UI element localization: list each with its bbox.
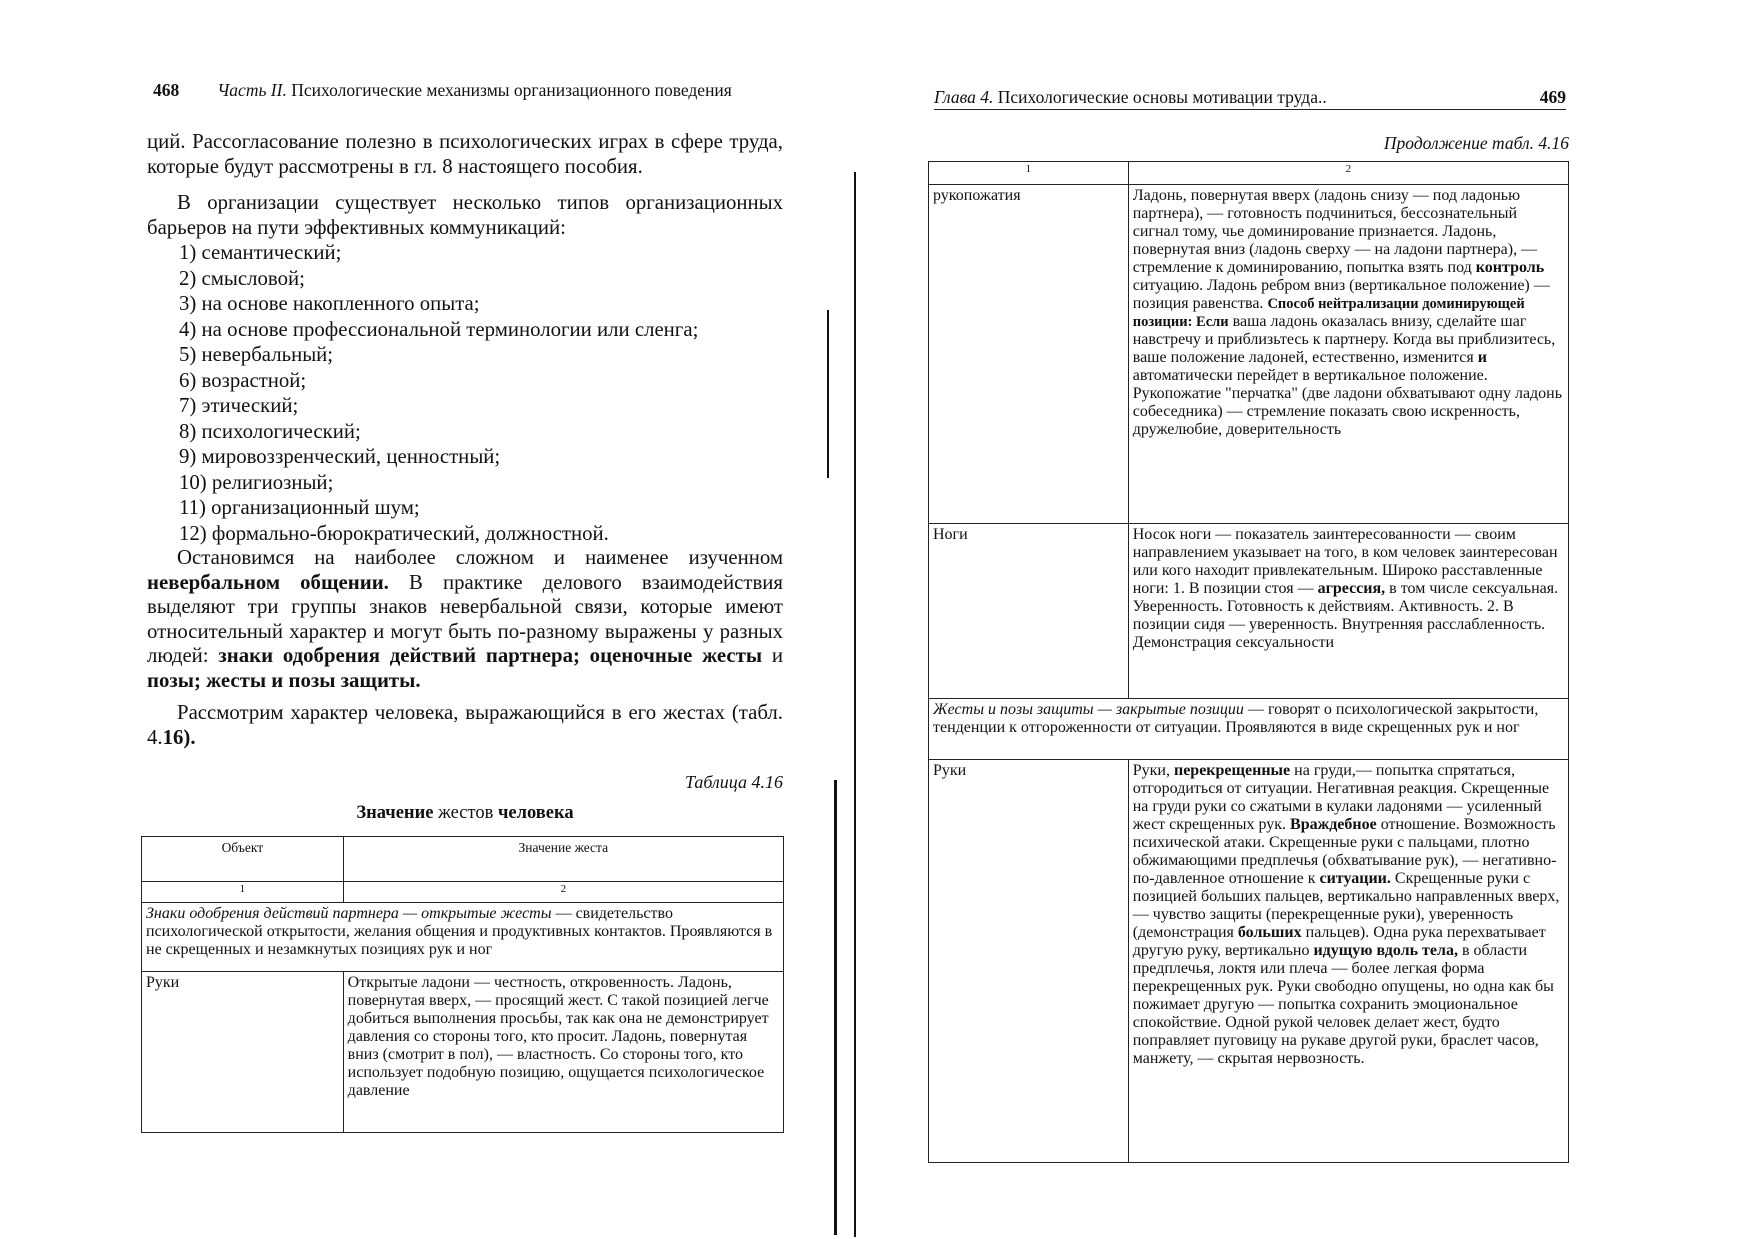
chapter-heading bbox=[934, 87, 1327, 108]
continued-caption: Продолжение табл. 4.16 bbox=[1383, 133, 1569, 153]
part-title: Психологические механизмы организационного поведения bbox=[291, 80, 732, 100]
list-item: 1) семантический; bbox=[179, 241, 342, 264]
table-header-row bbox=[142, 837, 784, 882]
page-number: 468 bbox=[153, 80, 180, 100]
text-run: Ладонь, повернутая вверх (ладонь снизу — под ладонью партнера), — готовность подчиниться, бессознательный сигнал тому, чье доминирование признается. Ладонь, повернутая вниз (ладонь сверху — на ладони партнера), — стремление к доминированию, попытка взять под bbox=[1132, 187, 1538, 276]
text-run: и bbox=[762, 644, 783, 667]
column-number: 1 bbox=[929, 162, 1129, 185]
paragraph bbox=[147, 701, 783, 750]
table-caption: Таблица 4.16 bbox=[684, 772, 783, 792]
list-item: 5) невербальный; bbox=[179, 343, 334, 366]
bold-run: 16). bbox=[162, 725, 196, 749]
italic-run: Знаки одобрения действий партнера — открытые жесты bbox=[146, 905, 552, 922]
bold-run: Враждебное bbox=[1290, 816, 1377, 833]
table-section-row bbox=[929, 699, 1569, 760]
text-run: автоматически перейдет в вертикальное положение. Рукопожатие "перчатка" (две ладони обхватывают одну ладонь собеседника) — стремление показать свою искренность, дружелюбие, доверительность bbox=[1132, 367, 1563, 438]
right-page bbox=[880, 0, 1754, 1239]
bold-run: ситуации. bbox=[1319, 870, 1391, 887]
list-item: 6) возрастной; bbox=[179, 368, 307, 392]
text-run: на груди,— попытка спрятаться, отгородиться от ситуации. Негативная реакция. Скрещенные на груди руки со сжатыми в кулаки ладонями — усиленный жест скрещенных рук. bbox=[1132, 762, 1550, 833]
text-run: Остановимся на наиболее сложном и наименее изученном bbox=[177, 546, 783, 569]
row-object: Руки bbox=[929, 760, 1129, 1163]
text-run: жестов bbox=[433, 803, 498, 823]
table-row bbox=[929, 524, 1569, 699]
bold-run: больших bbox=[1237, 924, 1302, 941]
list-item: 2) смысловой; bbox=[179, 266, 305, 290]
left-body-text bbox=[147, 130, 783, 750]
scan-margin-line bbox=[827, 310, 829, 478]
column-header-meaning: Значение жеста bbox=[343, 837, 783, 882]
part-label: Часть II. bbox=[217, 80, 287, 100]
row-object: рукопожатия bbox=[929, 185, 1129, 524]
text-run: пальцев). Одна рука перехватывает другую руку, вертикально bbox=[1132, 924, 1546, 959]
row-meaning bbox=[1128, 185, 1568, 524]
table-row bbox=[929, 760, 1569, 1163]
table-row bbox=[929, 185, 1569, 524]
scan-margin-line bbox=[834, 780, 837, 1235]
bold-run: агрессия, bbox=[1317, 580, 1386, 597]
text-run: Носок ноги — показатель заинтересованности — своим направлением указывает на того, в ком человек заинтересован или кого находит привлекательным. Широко расставленные ноги: 1. В позиции стоя — bbox=[1132, 526, 1558, 597]
column-number: 1 bbox=[142, 882, 344, 903]
paragraph: В организации существует несколько типов организационных барьеров на пути эффективных коммуникаций: bbox=[147, 191, 783, 239]
section-defense-gestures bbox=[929, 699, 1569, 760]
italic-run: Жесты и позы защиты — закрытые позиции bbox=[933, 701, 1244, 718]
bold-run: человека bbox=[497, 803, 574, 823]
text-run: В практике делового взаимодействия выделяют три группы знаков невербальной связи, которые имеют относительный характер и могут быть по-разному выражены у разных людей: bbox=[147, 570, 783, 667]
bold-run: контроль bbox=[1475, 259, 1545, 276]
list-item: 4) на основе профессиональной терминологии или сленга; bbox=[179, 317, 699, 341]
table-row bbox=[142, 972, 784, 1133]
chapter-label: Глава 4. bbox=[934, 87, 994, 107]
bold-run: и bbox=[1477, 349, 1487, 366]
text-run: Рассмотрим характер человека, выражающийся в его жестах (табл. 4. bbox=[147, 701, 783, 749]
column-header-object: Объект bbox=[142, 837, 344, 882]
column-number: 2 bbox=[1128, 162, 1568, 185]
bold-run: идущую вдоль тела, bbox=[1313, 942, 1458, 959]
bold-run: позы; жесты и позы защиты. bbox=[147, 668, 421, 692]
paragraph bbox=[147, 546, 783, 693]
list-item: 9) мировоззренческий, ценностный; bbox=[179, 445, 501, 468]
text-run: Руки, bbox=[1132, 762, 1174, 779]
column-number: 2 bbox=[343, 882, 783, 903]
text-run: — говорят о психологической закрытости, тенденции к отгороженности от ситуации. Проявляются в виде скрещенных рук и ног bbox=[933, 701, 1539, 736]
text-run: отношение. Возможность психической атаки. Скрещенные руки с пальцами, плотно обжимающими предплечья (обхватывание рук), — негативно-по-давленное отношение к bbox=[1132, 816, 1557, 887]
left-page-header bbox=[153, 80, 783, 101]
chapter-title: Психологические основы мотивации труда.. bbox=[997, 87, 1327, 107]
section-approval-gestures bbox=[142, 903, 784, 972]
right-page-header bbox=[934, 87, 1566, 110]
row-object: Ноги bbox=[929, 524, 1129, 699]
gesture-table-continued bbox=[928, 161, 1569, 1163]
list-item: 10) религиозный; bbox=[179, 470, 334, 494]
text-run: Скрещенные руки с позицией больших пальцев, вертикально направленных вверх, — чувство защиты (перекрещенные руки), уверенность (демонстрация bbox=[1132, 870, 1560, 941]
text-run: ваша ладонь оказалась внизу, сделайте шаг навстречу и приблизьтесь к партнеру. Когда вы приблизитесь, ваше положение ладоней, естественно, изменится bbox=[1132, 313, 1556, 366]
spine-line bbox=[854, 172, 856, 1237]
list-item: 12) формально-бюрократический, должностной. bbox=[179, 521, 609, 545]
list-item: 8) психологический; bbox=[179, 419, 361, 443]
table-title bbox=[147, 803, 783, 824]
barrier-list bbox=[147, 240, 783, 546]
text-run: в области предплечья, локтя или плеча — более легкая форма перекрещенных рук. Руки свободно опущены, но одна как бы пожимает другую — попытка сохранить эмоциональное спокойствие. Одной рукой человек делает жест, будто поправляет пуговицу на рукаве другой руки, браслет часов, манжету, — скрытая нервозность. bbox=[1132, 942, 1554, 1067]
page-number: 469 bbox=[1539, 87, 1566, 107]
bold-run: Значение bbox=[356, 803, 434, 823]
bold-run: Способ нейтрализации доминирующей позиции: Если bbox=[1132, 296, 1525, 330]
table-number-row bbox=[929, 162, 1569, 185]
list-item: 11) организационный шум; bbox=[179, 496, 420, 519]
bold-run: невербальном общении. bbox=[147, 570, 389, 594]
table-number-row bbox=[142, 882, 784, 903]
row-object: Руки bbox=[142, 972, 344, 1133]
table-section-row bbox=[142, 903, 784, 972]
text-run: ситуацию. Ладонь ребром вниз (вертикальное положение) — позиция равенства. bbox=[1132, 277, 1550, 312]
bold-run: знаки одобрения действий партнера; оценочные жесты bbox=[218, 644, 763, 667]
gesture-table bbox=[141, 836, 784, 1133]
row-meaning: Открытые ладони — честность, откровенность. Ладонь, повернутая вверх, — просящий жест. С такой позицией легче добиться выполнения просьбы, так как она не демонстрирует давления со стороны того, кто просит. Ладонь, повернутая вниз (смотрит в пол), — властность. Со стороны того, кто использует подобную позицию, ощущается психологическое давление bbox=[343, 972, 783, 1133]
bold-run: перекрещенные bbox=[1173, 762, 1291, 779]
list-item: 7) этический; bbox=[179, 394, 299, 417]
row-meaning bbox=[1128, 760, 1568, 1163]
row-meaning bbox=[1128, 524, 1568, 699]
text-run: — свидетельство психологической открытости, желания общения и продуктивных контактов. Проявляются в не скрещенных и незамкнутых позициях рук и ног bbox=[146, 905, 773, 958]
text-run: в том числе сексуальная. Уверенность. Готовность к действиям. Активность. 2. В позиции сидя — уверенность. Внутренняя расслабленность. Демонстрация сексуальности bbox=[1132, 580, 1559, 651]
list-item: 3) на основе накопленного опыта; bbox=[179, 292, 480, 315]
paragraph: ций. Рассогласование полезно в психологических играх в сфере труда, которые будут рассмотрены в гл. 8 настоящего пособия. bbox=[147, 130, 783, 178]
